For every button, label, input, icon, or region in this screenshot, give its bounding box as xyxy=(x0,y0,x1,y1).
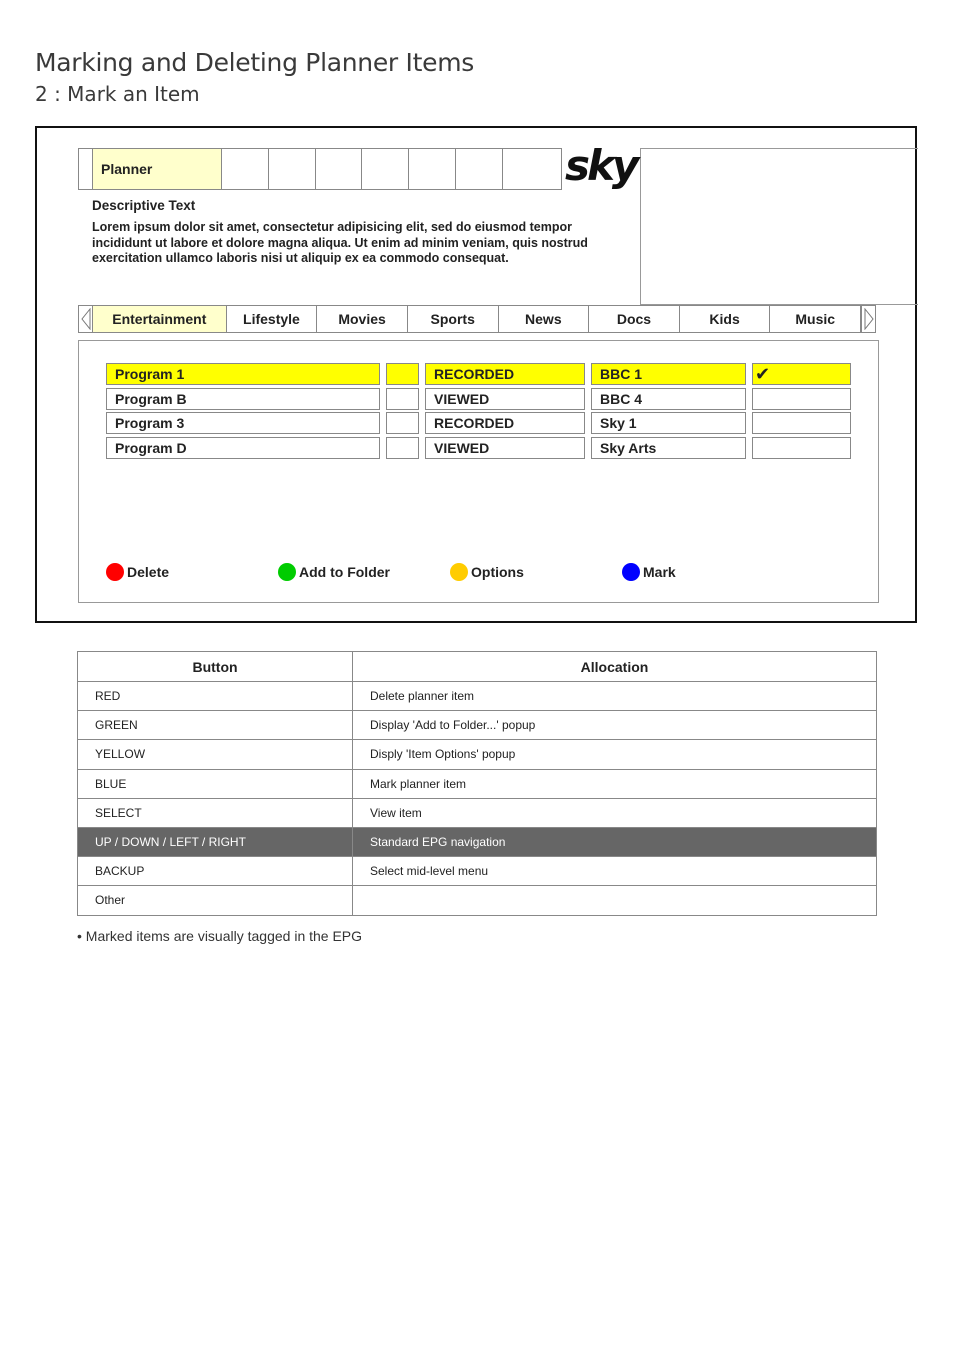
header-tab-bar xyxy=(78,148,562,190)
tab-entertainment[interactable]: Entertainment xyxy=(93,306,227,332)
legend-add-to-folder[interactable] xyxy=(278,563,390,581)
red-button-icon xyxy=(106,563,124,581)
legend-label: Mark xyxy=(643,564,676,580)
program-name: Program 1 xyxy=(106,363,380,385)
button-name: SELECT xyxy=(78,798,353,827)
button-name: BACKUP xyxy=(78,857,353,886)
item-mark xyxy=(752,437,851,459)
planner-list-panel xyxy=(78,340,879,603)
epg-screen-mockup xyxy=(35,126,917,623)
legend-delete[interactable] xyxy=(106,563,169,581)
item-status: VIEWED xyxy=(425,437,585,459)
table-row xyxy=(78,682,877,711)
button-allocation: Disply 'Item Options' popup xyxy=(353,740,877,769)
button-allocation: Display 'Add to Folder...' popup xyxy=(353,711,877,740)
button-allocation: Delete planner item xyxy=(353,682,877,711)
blue-button-icon xyxy=(622,563,640,581)
chevron-left-icon xyxy=(81,308,91,330)
header-tab-empty[interactable] xyxy=(362,149,409,189)
button-name: YELLOW xyxy=(78,740,353,769)
item-status: VIEWED xyxy=(425,388,585,410)
tab-news[interactable]: News xyxy=(499,306,590,332)
button-allocation: Select mid-level menu xyxy=(353,857,877,886)
tab-kids[interactable]: Kids xyxy=(680,306,771,332)
chevron-right-icon xyxy=(864,308,874,330)
header-tab-empty[interactable] xyxy=(269,149,316,189)
table-row xyxy=(78,740,877,769)
tab-music[interactable]: Music xyxy=(770,306,861,332)
checkmark-icon: ✔ xyxy=(752,363,851,385)
legend-label: Add to Folder xyxy=(299,564,390,580)
item-channel: BBC 1 xyxy=(591,363,746,385)
legend-options[interactable] xyxy=(450,563,524,581)
table-row xyxy=(78,886,877,915)
item-mark xyxy=(752,412,851,434)
item-flag xyxy=(386,363,419,385)
tab-lifestyle[interactable]: Lifestyle xyxy=(227,306,318,332)
header-tab-empty[interactable] xyxy=(409,149,456,189)
legend-label: Delete xyxy=(127,564,170,580)
button-allocation-table xyxy=(77,651,877,916)
table-row xyxy=(78,857,877,886)
header-tab-spacer xyxy=(79,149,93,189)
item-flag xyxy=(386,412,419,434)
category-tab-bar xyxy=(78,305,876,333)
button-allocation: Standard EPG navigation xyxy=(353,827,877,856)
item-channel: Sky 1 xyxy=(591,412,746,434)
item-flag xyxy=(386,388,419,410)
column-header-allocation: Allocation xyxy=(353,652,877,682)
tab-docs[interactable]: Docs xyxy=(589,306,680,332)
table-row xyxy=(78,769,877,798)
video-preview-window xyxy=(640,148,918,305)
header-tab-empty[interactable] xyxy=(316,149,363,189)
footnote: • Marked items are visually tagged in the EPG xyxy=(77,928,363,944)
button-name: BLUE xyxy=(78,769,353,798)
item-status: RECORDED xyxy=(425,412,585,434)
scroll-right-arrow[interactable] xyxy=(861,306,875,332)
sky-logo: sky xyxy=(565,141,637,190)
table-row xyxy=(78,711,877,740)
item-status: RECORDED xyxy=(425,363,585,385)
page-title: Marking and Deleting Planner Items xyxy=(35,48,474,77)
button-allocation: Mark planner item xyxy=(353,769,877,798)
header-tab-empty[interactable] xyxy=(222,149,269,189)
button-name: GREEN xyxy=(78,711,353,740)
description-title: Descriptive Text xyxy=(92,198,196,213)
legend-mark[interactable] xyxy=(622,563,676,581)
description-body: Lorem ipsum dolor sit amet, consectetur adipisicing elit, sed do eiusmod tempor incididunt ut labore et dolore magna aliqua. Ut enim ad minim veniam, quis nostrud exercitation ullamco laboris nisi ut aliquip ex ea commodo consequat. xyxy=(92,220,588,265)
item-mark xyxy=(752,388,851,410)
button-allocation: View item xyxy=(353,798,877,827)
tab-movies[interactable]: Movies xyxy=(317,306,408,332)
column-header-button: Button xyxy=(78,652,353,682)
yellow-button-icon xyxy=(450,563,468,581)
legend-label: Options xyxy=(471,564,524,580)
table-row-highlighted xyxy=(78,827,877,856)
button-allocation xyxy=(353,886,877,915)
button-name: Other xyxy=(78,886,353,915)
tab-planner[interactable]: Planner xyxy=(93,149,222,189)
tab-sports[interactable]: Sports xyxy=(408,306,499,332)
header-tab-empty[interactable] xyxy=(456,149,503,189)
item-channel: BBC 4 xyxy=(591,388,746,410)
page-subtitle: 2 : Mark an Item xyxy=(35,82,200,106)
button-name: RED xyxy=(78,682,353,711)
item-flag xyxy=(386,437,419,459)
table-row xyxy=(78,798,877,827)
header-tab-empty[interactable] xyxy=(503,149,550,189)
program-name: Program D xyxy=(106,437,380,459)
table-header-row xyxy=(78,652,877,682)
item-channel: Sky Arts xyxy=(591,437,746,459)
green-button-icon xyxy=(278,563,296,581)
program-name: Program B xyxy=(106,388,380,410)
button-name: UP / DOWN / LEFT / RIGHT xyxy=(78,827,353,856)
program-name: Program 3 xyxy=(106,412,380,434)
scroll-left-arrow[interactable] xyxy=(79,306,93,332)
